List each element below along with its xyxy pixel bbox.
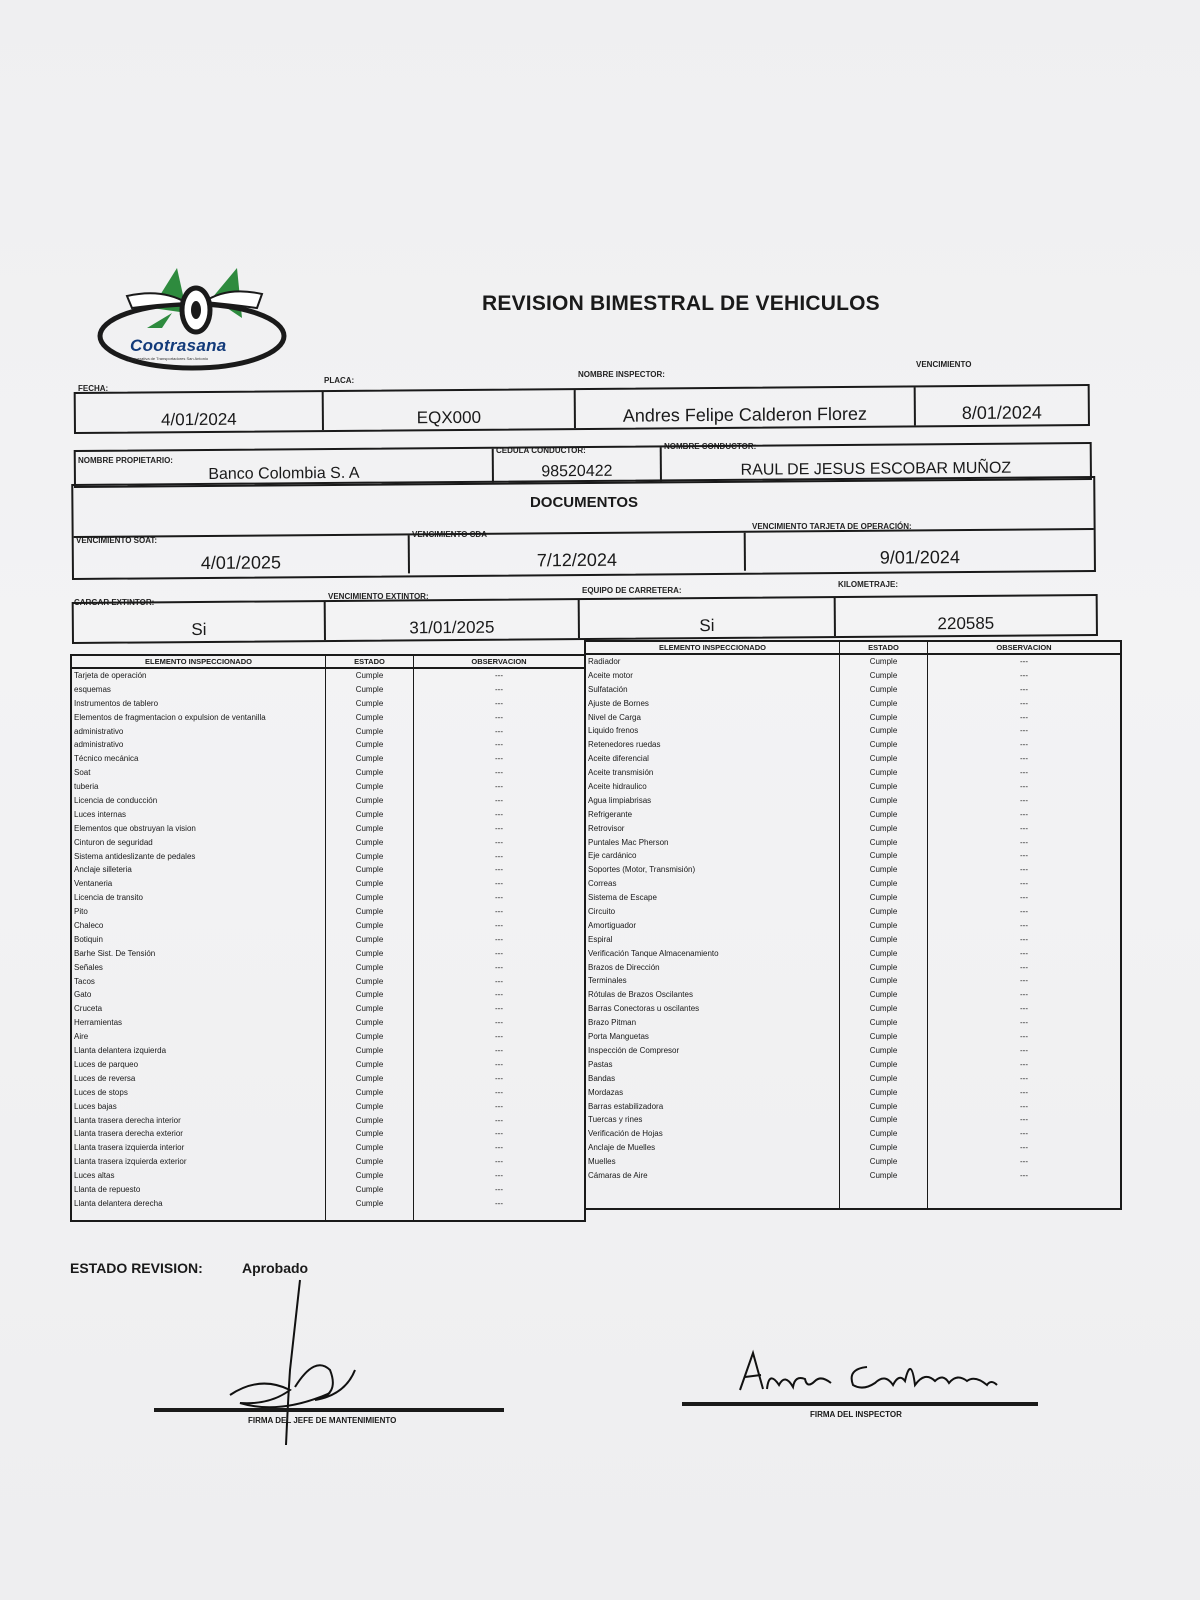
table-cell: Verificación de Hojas	[588, 1129, 663, 1139]
fecha-value: 4/01/2024	[76, 392, 324, 432]
table-cell: administrativo	[74, 726, 124, 736]
table-cell: Cumple	[869, 1170, 898, 1180]
table-cell: Puntales Mac Pherson	[588, 837, 669, 847]
table-cell: ---	[495, 768, 503, 778]
table-cell: ---	[1020, 657, 1028, 666]
table-cell: ---	[495, 948, 503, 958]
table-cell: ---	[1020, 809, 1028, 819]
table-cell: Cumple	[869, 865, 898, 875]
table-cell: Cumple	[355, 1087, 384, 1097]
header-estado: ESTADO	[840, 642, 928, 653]
table-cell: Cumple	[869, 768, 898, 778]
table-cell: Cumple	[355, 712, 384, 722]
header-elemento: ELEMENTO INSPECCIONADO	[586, 642, 840, 653]
table-cell: ---	[1020, 893, 1028, 903]
table-cell: ---	[1020, 1032, 1028, 1042]
table-body	[586, 655, 1120, 1208]
table-cell: ---	[495, 698, 503, 708]
km-value: 220585	[937, 613, 995, 634]
table-cell: ---	[495, 1171, 503, 1181]
table-cell: Cumple	[869, 670, 898, 680]
table-cell: Cumple	[355, 1198, 384, 1208]
inspection-table-right	[584, 640, 1122, 1210]
table-cell: ---	[1020, 754, 1028, 764]
table-cell: ---	[1020, 948, 1028, 958]
table-cell: Sistema antideslizante de pedales	[74, 851, 196, 861]
estado-revision-label: ESTADO REVISION:	[70, 1260, 203, 1276]
table-cell: Barras estabilizadora	[588, 1101, 664, 1111]
table-cell: ---	[495, 1018, 503, 1028]
header-estado: ESTADO	[326, 656, 414, 667]
table-cell: Luces de stops	[74, 1087, 128, 1097]
inspection-table-left	[70, 654, 586, 1222]
firma-jefe-label: FIRMA DEL JEFE DE MANTENIMIENTO	[248, 1416, 397, 1425]
table-cell: Cumple	[355, 1171, 384, 1181]
table-cell: ---	[1020, 976, 1028, 986]
table-cell: Espiral	[588, 934, 613, 944]
table-cell: Refrigerante	[588, 809, 633, 819]
table-cell: ---	[495, 1087, 503, 1097]
table-cell: Cumple	[869, 1157, 898, 1167]
table-cell: Cumple	[869, 962, 898, 972]
table-cell: Licencia de conducción	[74, 796, 158, 806]
table-cell: Cumple	[355, 1046, 384, 1056]
table-cell: administrativo	[74, 740, 124, 750]
conductor-value: RAUL DE JESUS ESCOBAR MUÑOZ	[740, 459, 1012, 479]
cargar-value: Si	[74, 602, 326, 642]
table-cell: Cumple	[869, 1059, 898, 1069]
table-cell: Cumple	[355, 782, 384, 792]
table-cell: Sulfatación	[588, 684, 628, 694]
table-cell: Cumple	[869, 1032, 898, 1042]
table-cell: Circuito	[588, 907, 616, 917]
table-cell: ---	[1020, 670, 1028, 680]
table-cell: ---	[1020, 1059, 1028, 1069]
table-cell: ---	[495, 934, 503, 944]
table-cell: Cumple	[355, 837, 384, 847]
table-cell: Soat	[74, 768, 91, 778]
cda-value: 7/12/2024	[410, 533, 746, 574]
table-cell: ---	[495, 1198, 503, 1208]
table-cell: Correas	[588, 879, 617, 889]
table-cell: ---	[495, 1101, 503, 1111]
table-cell: ---	[495, 754, 503, 764]
table-header	[72, 656, 584, 669]
table-cell: ---	[495, 976, 503, 986]
column-estado	[840, 655, 928, 1208]
table-cell: Cumple	[355, 1004, 384, 1014]
table-cell: ---	[495, 1129, 503, 1139]
table-cell: Licencia de transito	[74, 893, 143, 903]
table-header	[586, 642, 1120, 655]
table-cell: Aceite diferencial	[588, 754, 649, 764]
table-cell: Cumple	[355, 684, 384, 694]
table-cell: Cumple	[869, 795, 898, 805]
table-cell: Chaleco	[74, 921, 104, 931]
table-cell: ---	[1020, 1115, 1028, 1125]
table-cell: Rótulas de Brazos Oscilantes	[588, 990, 693, 1000]
table-cell: Nivel de Carga	[588, 712, 641, 722]
table-cell: ---	[495, 1157, 503, 1167]
table-cell: ---	[1020, 740, 1028, 750]
propietario-label: NOMBRE PROPIETARIO:	[78, 456, 173, 465]
table-cell: Terminales	[588, 976, 627, 986]
table-cell: ---	[495, 879, 503, 889]
table-cell: Mordazas	[588, 1087, 624, 1097]
column-elemento	[72, 669, 326, 1220]
page-title: REVISION BIMESTRAL DE VEHICULOS	[482, 292, 880, 315]
table-cell: ---	[1020, 684, 1028, 694]
table-cell: Cumple	[355, 754, 384, 764]
table-cell: Verificación Tanque Almacenamiento	[588, 948, 719, 958]
table-cell: Cumple	[869, 712, 898, 722]
table-cell: Cumple	[869, 657, 898, 666]
table-cell: Cinturon de seguridad	[74, 837, 153, 847]
table-cell: ---	[495, 962, 503, 972]
column-observacion	[414, 669, 584, 1220]
table-cell: Cumple	[355, 768, 384, 778]
table-cell: ---	[1020, 990, 1028, 1000]
table-cell: Cumple	[869, 920, 898, 930]
table-cell: ---	[495, 712, 503, 722]
table-cell: ---	[495, 823, 503, 833]
column-observacion	[928, 655, 1120, 1208]
table-cell: Pastas	[588, 1059, 613, 1069]
table-cell: Cumple	[355, 1018, 384, 1028]
table-cell: ---	[495, 907, 503, 917]
table-cell: Aire	[74, 1032, 89, 1042]
table-cell: Llanta trasera izquierda interior	[74, 1143, 185, 1153]
table-cell: Muelles	[588, 1157, 616, 1167]
table-cell: Soportes (Motor, Transmisión)	[588, 865, 696, 875]
table-cell: Señales	[74, 962, 103, 972]
table-cell: ---	[495, 851, 503, 861]
table-cell: Cumple	[869, 934, 898, 944]
table-cell: Cumple	[869, 851, 898, 861]
soat-label: VENCIMIENTO SOAT:	[76, 536, 158, 545]
table-cell: Luces internas	[74, 809, 127, 819]
table-cell: ---	[495, 809, 503, 819]
table-cell: Ventaneria	[74, 879, 113, 889]
table-cell: ---	[1020, 1101, 1028, 1111]
placa-value: EQX000	[324, 390, 576, 430]
table-cell: ---	[1020, 907, 1028, 917]
table-cell: Gato	[74, 990, 92, 1000]
vencimiento-value: 8/01/2024	[961, 402, 1042, 424]
table-cell: Cumple	[355, 698, 384, 708]
table-cell: ---	[495, 1184, 503, 1194]
table-cell: Tarjeta de operación	[74, 671, 147, 680]
table-cell: Cumple	[355, 726, 384, 736]
table-cell: Cumple	[869, 1143, 898, 1153]
table-cell: ---	[495, 1032, 503, 1042]
table-cell: Cumple	[869, 809, 898, 819]
table-cell: Cumple	[869, 990, 898, 1000]
table-cell: ---	[495, 1059, 503, 1069]
table-cell: tuberia	[74, 782, 99, 792]
table-cell: Cumple	[869, 1045, 898, 1055]
table-cell: Herramientas	[74, 1018, 123, 1028]
table-body	[72, 669, 584, 1220]
table-cell: ---	[495, 921, 503, 931]
table-cell: Cruceta	[74, 1004, 103, 1014]
table-cell: ---	[1020, 1045, 1028, 1055]
table-cell: Cumple	[355, 1115, 384, 1125]
table-cell: Cumple	[869, 907, 898, 917]
table-cell: ---	[1020, 1129, 1028, 1139]
table-cell: Brazo Pitman	[588, 1018, 637, 1028]
firma-inspector-label: FIRMA DEL INSPECTOR	[810, 1410, 902, 1419]
table-cell: Cumple	[869, 1087, 898, 1097]
table-cell: Cumple	[869, 1115, 898, 1125]
table-cell: Cumple	[869, 948, 898, 958]
row-documentos	[74, 528, 1094, 576]
table-cell: Cumple	[355, 796, 384, 806]
table-cell: Cumple	[355, 1059, 384, 1069]
logo-subtitle: Cooperativa de Transportadores San Antonio	[128, 356, 209, 361]
table-cell: ---	[1020, 1087, 1028, 1097]
table-cell: ---	[495, 796, 503, 806]
table-cell: ---	[1020, 1018, 1028, 1028]
table-cell: Cumple	[355, 865, 384, 875]
table-cell: Cumple	[355, 921, 384, 931]
table-cell: Llanta trasera izquierda exterior	[74, 1157, 187, 1167]
table-cell: Cámaras de Aire	[588, 1170, 648, 1180]
table-cell: Inspección de Compresor	[588, 1045, 680, 1055]
table-cell: ---	[1020, 712, 1028, 722]
table-cell: ---	[495, 1143, 503, 1153]
table-cell: ---	[1020, 782, 1028, 792]
table-cell: Elementos de fragmentacion o expulsion de ventanilla	[74, 712, 266, 722]
table-cell: Aceite hidraulico	[588, 782, 647, 792]
header-elemento: ELEMENTO INSPECCIONADO	[72, 656, 326, 667]
table-cell: ---	[495, 726, 503, 736]
inspector-value: Andres Felipe Calderon Florez	[576, 387, 916, 428]
table-cell: ---	[495, 1046, 503, 1056]
table-cell: ---	[495, 865, 503, 875]
row-extintor	[72, 594, 1098, 644]
table-cell: Cumple	[355, 1073, 384, 1083]
table-cell: Tuercas y rines	[588, 1115, 643, 1125]
table-cell: Cumple	[355, 879, 384, 889]
table-cell: Llanta trasera derecha interior	[74, 1115, 181, 1125]
table-cell: ---	[1020, 865, 1028, 875]
table-cell: ---	[495, 684, 503, 694]
table-cell: Cumple	[869, 1101, 898, 1111]
table-cell: Cumple	[869, 1129, 898, 1139]
venc-extintor-value: 31/01/2025	[326, 600, 580, 640]
header-observacion: OBSERVACION	[996, 643, 1052, 652]
table-cell: Barhe Sist. De Tensión	[74, 948, 156, 958]
table-cell: ---	[1020, 1170, 1028, 1180]
table-cell: Cumple	[355, 1032, 384, 1042]
table-cell: Brazos de Dirección	[588, 962, 660, 972]
table-cell: Tacos	[74, 976, 95, 986]
km-label: KILOMETRAJE:	[838, 580, 898, 589]
table-cell: ---	[1020, 1004, 1028, 1014]
table-cell: Cumple	[869, 976, 898, 986]
table-cell: ---	[1020, 698, 1028, 708]
table-cell: Luces de parqueo	[74, 1059, 139, 1069]
table-cell: Llanta de repuesto	[74, 1184, 141, 1194]
table-cell: Cumple	[869, 893, 898, 903]
table-cell: Anclaje de Muelles	[588, 1143, 656, 1153]
table-cell: Radiador	[588, 657, 621, 666]
table-cell: ---	[1020, 768, 1028, 778]
table-cell: Luces bajas	[74, 1101, 117, 1111]
table-cell: Eje cardánico	[588, 851, 637, 861]
table-cell: ---	[495, 782, 503, 792]
column-estado	[326, 669, 414, 1220]
table-cell: Aceite motor	[588, 670, 633, 680]
table-cell: Cumple	[869, 837, 898, 847]
table-cell: Cumple	[355, 1157, 384, 1167]
table-cell: Cumple	[355, 851, 384, 861]
table-cell: Anclaje silleteria	[74, 865, 132, 875]
table-cell: Sistema de Escape	[588, 893, 657, 903]
tarjeta-label: VENCIMIENTO TARJETA DE OPERACIÓN:	[752, 522, 912, 531]
table-cell: Liquido frenos	[588, 726, 639, 736]
table-cell: ---	[1020, 920, 1028, 930]
table-cell: Cumple	[869, 782, 898, 792]
table-cell: Cumple	[869, 823, 898, 833]
signature-inspector-icon	[735, 1345, 1015, 1405]
table-cell: Cumple	[355, 1184, 384, 1194]
estado-revision-value: Aprobado	[242, 1260, 309, 1276]
table-cell: ---	[495, 990, 503, 1000]
table-cell: Cumple	[869, 684, 898, 694]
table-cell: Cumple	[869, 754, 898, 764]
table-cell: Cumple	[869, 1073, 898, 1083]
table-cell: ---	[1020, 1073, 1028, 1083]
venc-extintor-label: VENCIMIENTO EXTINTOR:	[328, 592, 429, 601]
table-cell: Porta Manguetas	[588, 1032, 649, 1042]
table-cell: Barras Conectoras u oscilantes	[588, 1004, 700, 1014]
table-cell: Luces altas	[74, 1171, 115, 1181]
table-cell: Llanta delantera derecha	[74, 1198, 163, 1208]
cootrasana-logo-icon	[92, 268, 292, 378]
signature-line-jefe	[154, 1408, 504, 1412]
table-cell: Pito	[74, 907, 88, 917]
table-cell: ---	[495, 1115, 503, 1125]
table-cell: Retenedores ruedas	[588, 740, 661, 750]
tarjeta-value: 9/01/2024	[879, 547, 960, 568]
table-cell: Cumple	[869, 740, 898, 750]
placa-label: PLACA:	[324, 376, 355, 385]
table-cell: Cumple	[869, 698, 898, 708]
table-cell: Agua limpiabrisas	[588, 795, 652, 805]
table-cell: Llanta delantera izquierda	[74, 1046, 167, 1056]
table-cell: Técnico mecánica	[74, 754, 139, 764]
table-cell: Cumple	[355, 823, 384, 833]
table-cell: ---	[1020, 795, 1028, 805]
cda-label: VENCIMIENTO CDA	[412, 530, 487, 539]
cedula-value: 98520422	[494, 447, 662, 482]
table-cell: ---	[1020, 879, 1028, 889]
row-fecha-placa	[74, 384, 1090, 434]
table-cell: Cumple	[355, 976, 384, 986]
table-cell: Amortiguador	[588, 920, 637, 930]
table-cell: Cumple	[355, 1101, 384, 1111]
propietario-value: Banco Colombia S. A	[76, 449, 494, 486]
documentos-title: DOCUMENTOS	[529, 494, 639, 511]
equipo-value: Si	[580, 598, 836, 638]
header-observacion: OBSERVACION	[471, 657, 527, 666]
table-cell: Cumple	[869, 1004, 898, 1014]
table-cell: ---	[495, 1073, 503, 1083]
logo-text: Cootrasana	[130, 336, 227, 355]
table-cell: Luces de reversa	[74, 1073, 136, 1083]
cargar-label: CARGAR EXTINTOR:	[74, 598, 155, 607]
table-cell: Cumple	[355, 1129, 384, 1139]
table-cell: Cumple	[355, 962, 384, 972]
table-cell: Retrovisor	[588, 823, 625, 833]
conductor-label: NOMBRE CONDUCTOR:	[664, 442, 757, 451]
table-cell: Llanta trasera derecha exterior	[74, 1129, 183, 1139]
equipo-label: EQUIPO DE CARRETERA:	[582, 586, 682, 595]
table-cell: ---	[1020, 823, 1028, 833]
signature-line-inspector	[682, 1402, 1038, 1406]
inspector-label: NOMBRE INSPECTOR:	[578, 370, 665, 379]
table-cell: Instrumentos de tablero	[74, 698, 159, 708]
table-cell: Bandas	[588, 1073, 616, 1083]
table-cell: Cumple	[869, 1018, 898, 1028]
table-cell: ---	[1020, 934, 1028, 944]
table-cell: esquemas	[74, 684, 111, 694]
table-cell: ---	[1020, 1143, 1028, 1153]
table-cell: ---	[1020, 851, 1028, 861]
table-cell: Cumple	[355, 893, 384, 903]
table-cell: ---	[1020, 1157, 1028, 1167]
column-elemento	[586, 655, 840, 1208]
table-cell: ---	[1020, 962, 1028, 972]
table-cell: Cumple	[355, 907, 384, 917]
table-cell: ---	[495, 671, 503, 680]
table-cell: Cumple	[355, 948, 384, 958]
table-cell: Elementos que obstruyan la vision	[74, 823, 196, 833]
table-cell: Cumple	[355, 990, 384, 1000]
cedula-label: CEDULA CONDUCTOR:	[496, 446, 586, 455]
table-cell: ---	[495, 740, 503, 750]
table-cell: Cumple	[355, 809, 384, 819]
table-cell: ---	[1020, 837, 1028, 847]
table-cell: Cumple	[355, 740, 384, 750]
table-cell: Aceite transmisión	[588, 768, 654, 778]
table-cell: Botiquin	[74, 934, 103, 944]
table-cell: ---	[495, 893, 503, 903]
table-cell: Cumple	[869, 726, 898, 736]
table-cell: Cumple	[869, 879, 898, 889]
table-cell: ---	[495, 1004, 503, 1014]
table-cell: ---	[1020, 726, 1028, 736]
soat-value: 4/01/2025	[74, 535, 410, 576]
vencimiento-label: VENCIMIENTO	[916, 360, 972, 369]
table-cell: Ajuste de Bornes	[588, 698, 649, 708]
fecha-label: FECHA:	[78, 384, 109, 393]
table-cell: ---	[495, 837, 503, 847]
table-cell: Cumple	[355, 671, 384, 680]
table-cell: Cumple	[355, 934, 384, 944]
table-cell: Cumple	[355, 1143, 384, 1153]
